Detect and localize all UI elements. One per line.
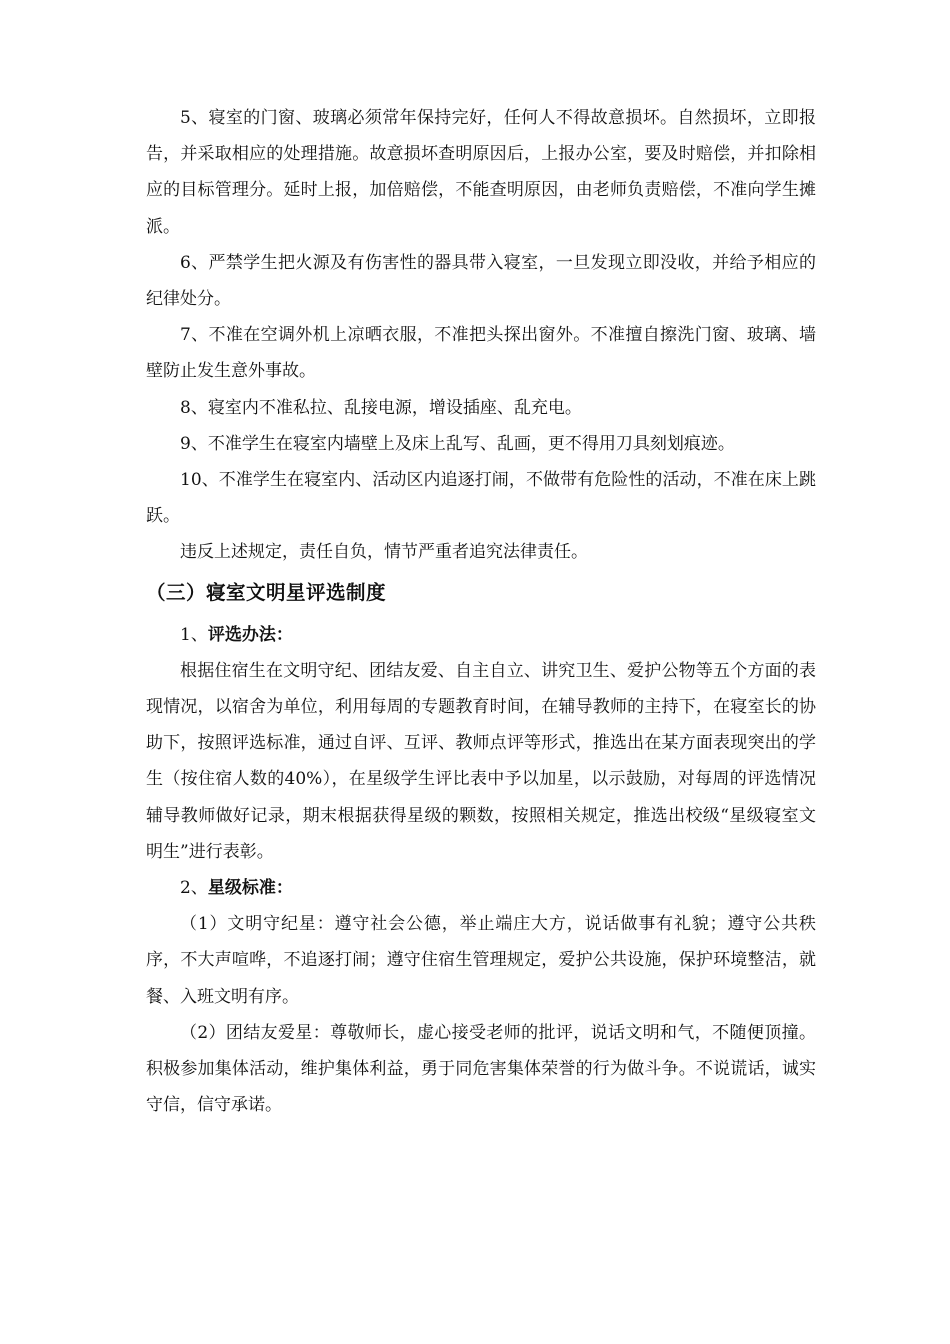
method-paragraph: 根据住宿生在文明守纪、团结友爱、自主自立、讲究卫生、爱护公物等五个方面的表现情况，以宿舍为单位，利用每周的专题教育时间，在辅导教师的主持下，在寝室长的协助下，按照评选标准，通过自评、互评、教师点评等形式，推选出在某方面表现突出的学生（按住宿人数的40%），在星级学生评比表中予以加星，以示鼓励，对每周的评选情况辅导教师做好记录，期末根据获得星级的颗数，按照相关规定，推选出校级“星级寝室文明生”进行表彰。: [146, 660, 816, 862]
rule-item-8: 8、寝室内不准私拉、乱接电源，增设插座、乱充电。: [180, 397, 582, 418]
standard-unity-star: （2）团结友爱星：尊敬师长，虚心接受老师的批评，说话文明和气，不随便顶撞。积极参加集体活动，维护集体利益，勇于同危害集体荣誉的行为做斗争。不说谎话，诚实守信，信守承诺。: [146, 1022, 816, 1116]
method-subheading: [146, 617, 816, 653]
rule-item-7: 7、不准在空调外机上凉晒衣服，不准把头探出窗外。不准擅自擦洗门窗、玻璃、墙壁防止发生意外事故。: [146, 325, 816, 382]
rule-item-10: 10、不准学生在寝室内、活动区内追逐打闹，不做带有危险性的活动，不准在床上跳跃。: [146, 470, 816, 527]
section-title: （三）寝室文明星评选制度: [146, 580, 387, 604]
rule-item-5: 5、寝室的门窗、玻璃必须常年保持完好，任何人不得故意损坏。自然损坏，立即报告，并采取相应的处理措施。故意损坏查明原因后，上报办公室，要及时赔偿，并扣除相应的目标管理分。延时上报，加倍赔偿，不能查明原因，由老师负责赔偿，不准向学生摊派。: [146, 108, 816, 237]
rule-item-9: 9、不准学生在寝室内墙壁上及床上乱写、乱画，更不得用刀具刻划痕迹。: [180, 433, 735, 454]
standards-number: 2、: [180, 878, 208, 899]
rule-item-6: 6、严禁学生把火源及有伤害性的器具带入寝室，一旦发现立即没收，并给予相应的纪律处分。: [146, 252, 816, 310]
standard-civility-star: （1）文明守纪星：遵守社会公德，举止端庄大方，说话做事有礼貌；遵守公共秩序，不大声喧哗，不追逐打闹；遵守住宿生管理规定，爱护公共设施，保护环境整洁，就餐、入班文明有序。: [146, 914, 816, 1007]
closing-statement: 违反上述规定，责任自负，情节严重者追究法律责任。: [180, 542, 588, 563]
method-label: 评选办法：: [207, 624, 293, 645]
document-page: [146, 100, 816, 1123]
standards-subheading: [146, 870, 816, 906]
standards-label: 星级标准：: [207, 878, 293, 899]
method-number: 1、: [180, 624, 208, 645]
